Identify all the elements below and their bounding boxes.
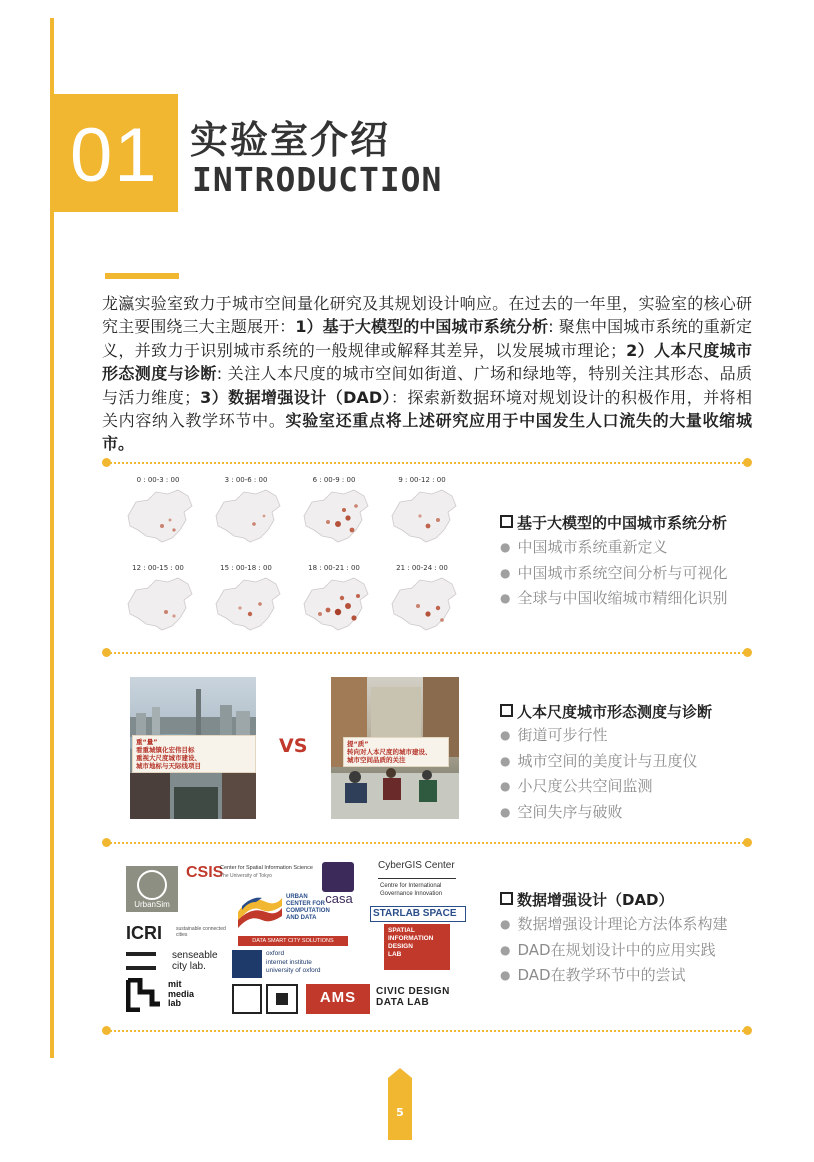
logo-text: URBAN	[286, 894, 308, 900]
network-icon	[322, 862, 354, 892]
left-photo-caption	[132, 735, 256, 773]
logo-text: UrbanSim	[134, 900, 170, 909]
map-label: 6 : 00-9 : 00	[312, 476, 356, 484]
list-item: ● 中国城市系统空间分析与可视化	[500, 561, 728, 587]
logo-text-block	[168, 980, 194, 1009]
map-cell	[294, 476, 374, 551]
logo-text: ICRI	[126, 923, 162, 943]
china-map-icon	[210, 486, 284, 550]
section-1-title	[500, 513, 727, 533]
map-label: 0 : 00-3 : 00	[136, 476, 180, 484]
section-3-title	[500, 890, 674, 910]
map-cell	[206, 476, 286, 551]
section-number: 01	[70, 113, 159, 198]
logo-text: LAB	[388, 951, 402, 958]
ucccd-logo	[236, 892, 344, 932]
cybergis-logo: CyberGIS Center	[378, 860, 456, 879]
caption-line: 提“质”	[347, 740, 369, 748]
dotted-divider	[102, 648, 752, 658]
map-label: 9 : 00-12 : 00	[398, 476, 446, 484]
caption-line: 城市空间品质的关注	[347, 756, 406, 764]
logo-text: AND DATA	[286, 915, 317, 921]
intro-theme-3: 3）数据增强设计（DAD）	[200, 387, 391, 407]
caption-line: 重“量”	[136, 738, 158, 746]
short-accent-bar	[105, 273, 179, 279]
logo-text: Centre for International	[380, 883, 442, 889]
logo-text-block	[286, 894, 330, 922]
list-item: ● 街道可步行性	[500, 723, 698, 749]
logo-text: casa	[325, 891, 353, 906]
map-cell	[382, 476, 462, 551]
china-map-icon	[122, 486, 196, 550]
senseable-mark-icon	[126, 952, 156, 970]
china-map-icon	[210, 574, 284, 638]
urbansim-logo	[126, 866, 178, 912]
logo-text: DATA LAB	[376, 997, 430, 1008]
page-title-english: INTRODUCTION	[192, 160, 443, 199]
section-3-list	[500, 912, 728, 989]
ams-logo: AMS	[306, 984, 370, 1014]
china-map-icon	[386, 486, 460, 550]
logo-text: mit	[168, 979, 182, 989]
china-map-icon	[298, 574, 372, 638]
section-1-list	[500, 535, 728, 612]
logo-text: city lab.	[172, 961, 206, 972]
wave-icon	[236, 892, 284, 930]
city-skyline-photo	[130, 677, 256, 819]
china-map-icon	[386, 574, 460, 638]
csis-logo	[186, 864, 322, 886]
logo-text: INFORMATION	[388, 935, 434, 942]
square-outline-logo	[232, 984, 262, 1014]
logo-text: Governance Innovation	[380, 891, 443, 897]
section-1-title-text: 基于大模型的中国城市系统分析	[517, 514, 728, 532]
caption-line: 看重城镇化宏伟目标	[136, 746, 195, 754]
logo-subtext: Center for Spatial Information Science	[220, 865, 313, 871]
map-cell	[206, 564, 286, 639]
section-number-block	[54, 94, 178, 212]
logo-text: COMPUTATION	[286, 908, 330, 914]
map-label: 21 : 00-24 : 00	[396, 564, 448, 572]
map-label: 15 : 00-18 : 00	[220, 564, 272, 572]
map-label: 18 : 00-21 : 00	[308, 564, 360, 572]
dotted-divider	[102, 458, 752, 468]
logo-text: CENTER FOR	[286, 901, 325, 907]
starlab-logo: STARLAB SPACE	[370, 906, 466, 922]
list-item: ● DAD在教学环节中的尝试	[500, 963, 728, 989]
map-label: 12 : 00-15 : 00	[132, 564, 184, 572]
checkbox-square-icon	[500, 892, 513, 905]
logo-text: lab	[168, 998, 182, 1008]
logo-text-block	[266, 950, 321, 976]
section-2-title	[500, 702, 712, 722]
list-item: ● 数据增强设计理论方法体系构建	[500, 912, 728, 938]
intro-text: ：探索新数据环境对规划设计的积极作用，并将相关内容纳入教学环节中。	[102, 387, 752, 431]
logo-text: CIVIC DESIGN	[376, 986, 450, 997]
map-label: 3 : 00-6 : 00	[224, 476, 268, 484]
intro-emphasis: 实验室还重点将上述研究应用于中国发生人口流失的大量收缩城市。	[102, 411, 752, 454]
list-item: ● 空间失序与破败	[500, 800, 698, 826]
checkbox-square-icon	[500, 704, 513, 717]
logo-text-block	[172, 950, 218, 972]
dotted-divider	[102, 838, 752, 848]
inner-square-icon	[276, 993, 288, 1005]
list-item: ● 小尺度公共空间监测	[500, 774, 698, 800]
mit-media-lab-logo	[126, 978, 222, 1014]
dotted-divider	[102, 1026, 752, 1036]
logo-text: DESIGN	[388, 943, 413, 950]
map-cell	[294, 564, 374, 639]
caption-line: 转向对人本尺度的城市建设、	[347, 748, 432, 756]
logo-text: internet institute	[266, 958, 312, 966]
logo-text: oxford	[266, 950, 285, 957]
map-cell	[382, 564, 462, 639]
intro-text: : 关注人本尺度的城市空间如街道、广场和绿地等，特别关注其形态、品质与活力维度；	[102, 364, 752, 407]
dssc-logo: DATA SMART CITY SOLUTIONS	[238, 936, 348, 946]
china-map-icon	[298, 486, 372, 550]
intro-theme-1: 1）基于大模型的中国城市系统分析	[295, 317, 549, 337]
page-title: 实验室介绍	[190, 118, 391, 162]
map-cell	[118, 564, 198, 639]
globe-icon	[137, 870, 167, 900]
list-item: ● 中国城市系统重新定义	[500, 535, 728, 561]
logo-text: SPATIAL	[388, 927, 415, 934]
checkbox-square-icon	[500, 515, 513, 528]
list-item: ● 城市空间的美度计与丑度仪	[500, 749, 698, 775]
logo-subtext: The University of Tokyo	[220, 873, 272, 879]
intro-text: 龙瀛实验室致力于城市空间量化研究及其规划设计响应。在过去的一年里，实验室的核心研究主要围绕三大主题展开：	[102, 294, 752, 337]
intro-theme-2: 2）人本尺度城市形态测度与诊断	[102, 340, 752, 384]
list-item: ● DAD在规划设计中的应用实践	[500, 938, 728, 964]
senseable-logo	[126, 950, 222, 974]
caption-line: 重视大尺度城市建设、	[136, 754, 201, 762]
oxford-logo	[232, 950, 340, 978]
logo-text: CSIS	[186, 864, 224, 881]
vs-label: VS	[279, 735, 308, 757]
logo-subtext: sustainable connected cities	[176, 926, 226, 938]
section-2-title-text: 人本尺度城市形态测度与诊断	[517, 703, 713, 721]
mit-mark-icon	[126, 978, 162, 1012]
section-2-list	[500, 723, 698, 825]
sil-logo	[384, 924, 450, 970]
page-number-tab	[388, 1078, 412, 1140]
page-number: 5	[396, 1106, 404, 1119]
china-maps-grid	[118, 476, 468, 641]
cigi-logo	[380, 882, 460, 898]
logo-text: university of oxford	[266, 967, 321, 974]
china-map-icon	[122, 574, 196, 638]
civic-design-data-lab-logo	[376, 986, 468, 1008]
intro-paragraph	[102, 292, 752, 456]
caption-line: 城市地标与天际线项目	[136, 762, 201, 770]
square-filled-logo	[266, 984, 298, 1014]
section-3-title-text: 数据增强设计（DAD）	[517, 891, 674, 909]
binary-mark-icon	[232, 950, 262, 978]
street-people-photo	[331, 677, 459, 819]
right-photo-caption	[343, 737, 449, 767]
map-cell	[118, 476, 198, 551]
logo-text: media	[168, 988, 195, 999]
intro-text: : 聚焦中国城市系统的重新定义，并致力于识别城市系统的一般规律或解释其差异，以发展城市理论；	[102, 317, 752, 360]
logo-text: senseable	[172, 950, 218, 961]
list-item: ● 全球与中国收缩城市精细化识别	[500, 586, 728, 612]
icri-logo	[126, 922, 228, 944]
